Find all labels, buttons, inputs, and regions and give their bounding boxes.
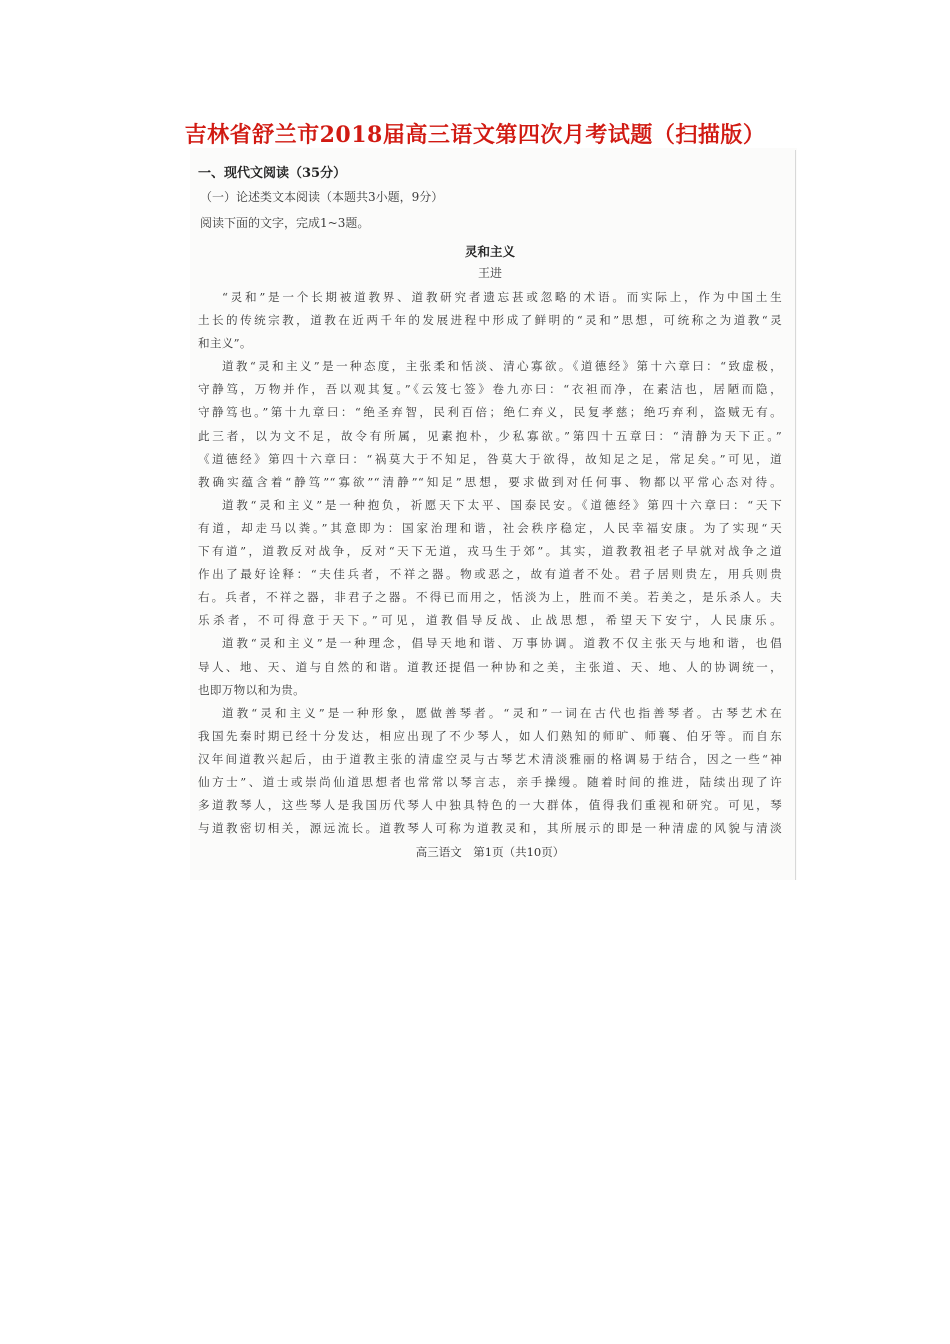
body-line: 汉年间道教兴起后，由于道教主张的清虚空灵与古琴艺术清淡雅丽的格调易于结合，因之一些“神 <box>198 751 782 766</box>
section-heading: 一、现代文阅读（35分） <box>198 166 347 181</box>
page-footer: 高三语文 第1页（共10页） <box>415 845 565 859</box>
body-line: 和主义”。 <box>198 336 252 351</box>
body-line: 我国先秦时期已经十分发达，相应出现了不少琴人，如人们熟知的师旷、师襄、伯牙等。而自东 <box>198 728 782 743</box>
instruction-text: 阅读下面的文字，完成1~3题。 <box>200 216 370 230</box>
body-line: 也即万物以和为贵。 <box>198 682 306 697</box>
body-line: 道教“灵和主义”是一种形象，愿做善琴者。“灵和”一词在古代也指善琴者。古琴艺术在 <box>222 705 782 720</box>
body-line: 道教“灵和主义”是一种抱负，祈愿天下太平、国泰民安。《道德经》第四十六章曰：“天下 <box>222 497 782 512</box>
article-author: 王进 <box>477 266 502 280</box>
scanned-page <box>190 148 797 880</box>
document-title: 吉林省舒兰市2018届高三语文第四次月考试题（扫描版） <box>184 122 766 148</box>
article-body <box>198 286 782 840</box>
body-line: 导人、地、天、道与自然的和谐。道教还提倡一种协和之美，主张道、天、地、人的协调统一， <box>198 659 782 674</box>
body-line: 守静笃，万物并作，吾以观其复。”《云笈七签》卷九亦曰：“衣袒而净，在素洁也，居陋而隐， <box>198 382 782 397</box>
body-line: 此三者，以为文不足，故令有所属，见素抱朴，少私寡欲。”第四十五章曰：“清静为天下正。” <box>198 428 782 443</box>
body-line: 作出了最好诠释：“夫佳兵者，不祥之器。物或恶之，故有道者不处。君子居则贵左，用兵则贵 <box>198 567 782 582</box>
body-line: 道教“灵和主义”是一种态度，主张柔和恬淡、清心寡欲。《道德经》第十六章曰：“致虚极， <box>222 359 782 374</box>
body-line: 守静笃也。”第十九章曰：“绝圣弃智，民利百倍；绝仁弃义，民复孝慈；绝巧弃利，盗贼无有。 <box>198 405 782 420</box>
body-line: 仙方士”、道士或崇尚仙道思想者也常常以琴言志，亲手操缦。随着时间的推进，陆续出现了许 <box>198 774 782 789</box>
body-line: 右。兵者，不祥之器，非君子之器。不得已而用之，恬淡为上，胜而不美。若美之，是乐杀人。夫 <box>198 590 782 605</box>
sub-heading: （一）论述类文本阅读（本题共3小题，9分） <box>200 190 444 204</box>
body-line: 有道，却走马以粪。”其意即为：国家治理和谐，社会秩序稳定，人民幸福安康。为了实现“天 <box>198 520 782 535</box>
body-line: 与道教密切相关，源远流长。道教琴人可称为道教灵和，其所展示的即是一种清虚的风貌与清淡 <box>198 821 782 836</box>
body-line: 乐杀者，不可得意于天下。”可见，道教倡导反战、止战思想，希望天下安宁，人民康乐。 <box>198 613 782 628</box>
body-line: 下有道”，道教反对战争，反对“天下无道，戎马生于郊”。其实，道教教祖老子早就对战争之道 <box>198 544 782 559</box>
article-title: 灵和主义 <box>464 244 515 259</box>
body-line: 多道教琴人，这些琴人是我国历代琴人中独具特色的一大群体，值得我们重视和研究。可见，琴 <box>198 798 782 813</box>
body-line: “灵和”是一个长期被道教界、道教研究者遗忘甚或忽略的术语。而实际上，作为中国土生 <box>222 290 782 304</box>
scan-edge-divider <box>795 150 796 880</box>
body-line: 道教“灵和主义”是一种理念，倡导天地和谐、万事协调。道教不仅主张天与地和谐，也倡 <box>222 636 782 651</box>
body-line: 《道德经》第四十六章曰：“祸莫大于不知足，咎莫大于欲得，故知足之足，常足矣。”可见，道 <box>198 451 782 466</box>
body-line: 土长的传统宗教，道教在近两千年的发展进程中形成了鲜明的“灵和”思想，可统称之为道教“灵 <box>198 313 782 328</box>
body-line: 教确实蕴含着“静笃”“寡欲”“清静”“知足”思想，要求做到对任何事、物都以平常心态对待。 <box>198 474 782 489</box>
